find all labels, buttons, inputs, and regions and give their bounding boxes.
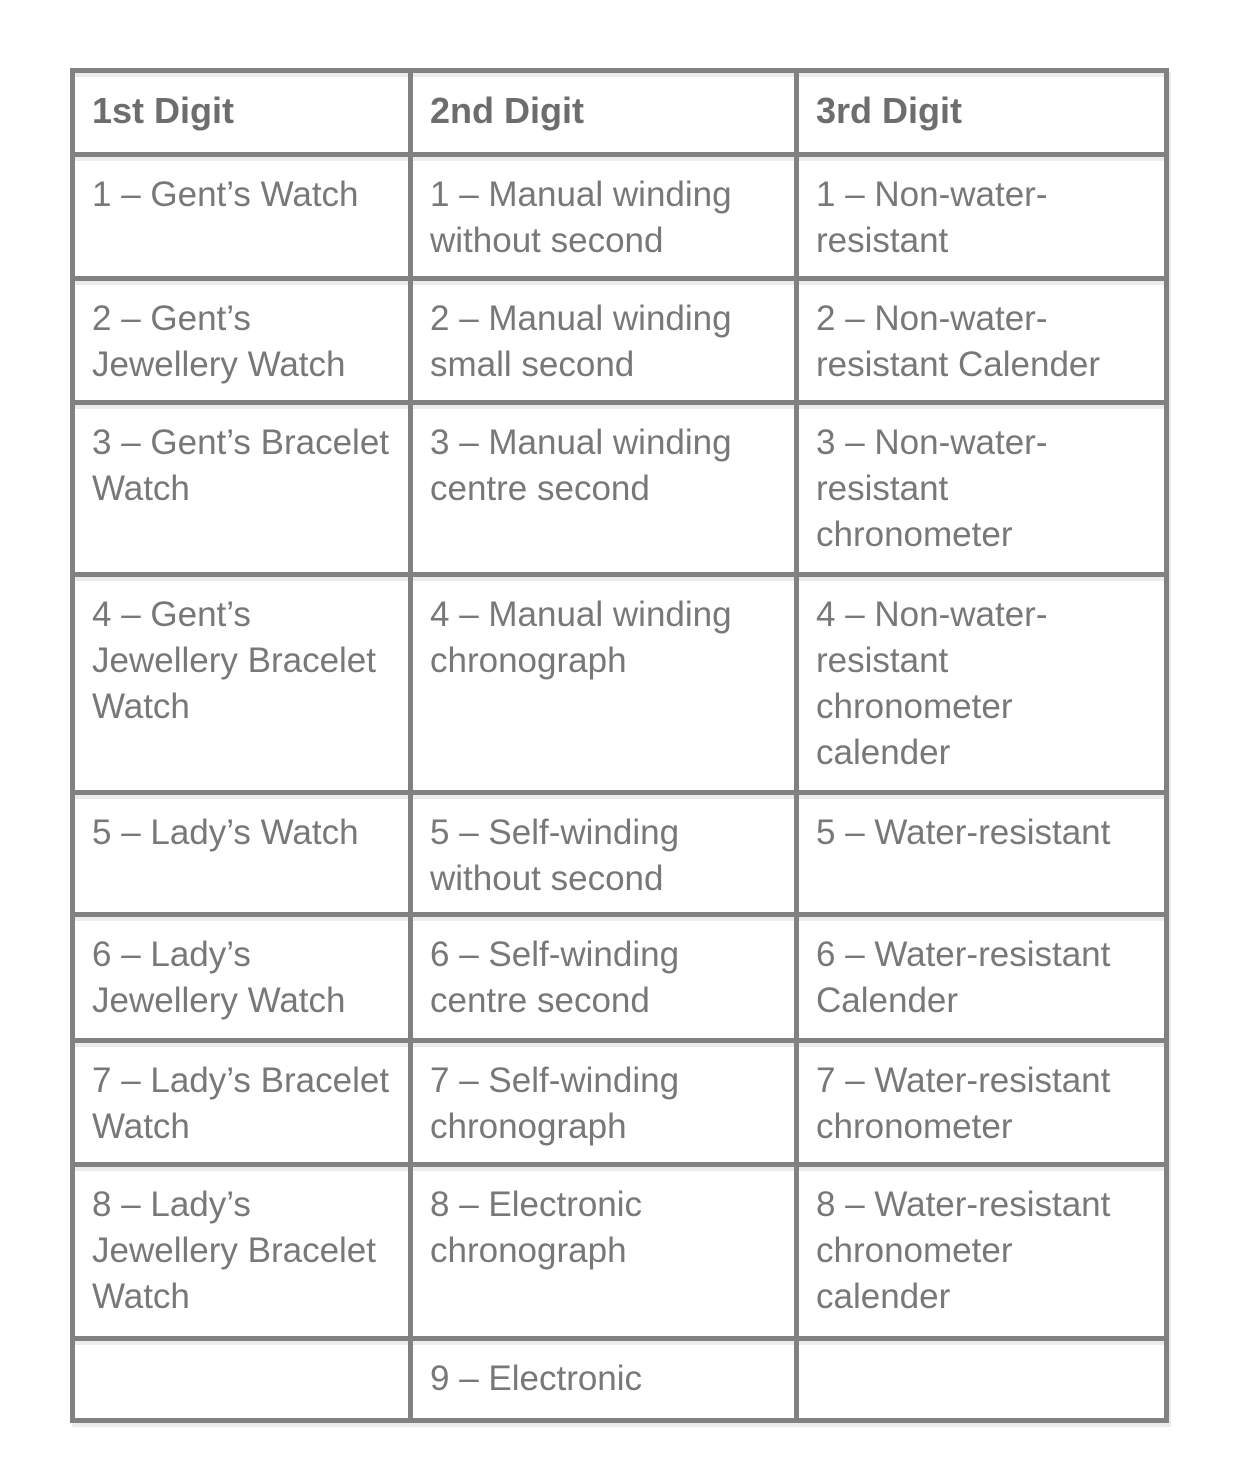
- table-cell: 4 – Non-water-resistant chronometer calender: [797, 575, 1167, 793]
- table-cell: 7 – Lady’s Bracelet Watch: [73, 1041, 411, 1165]
- table-cell: 7 – Water-resistant chronometer: [797, 1041, 1167, 1165]
- table-cell-empty: [73, 1339, 411, 1421]
- table-cell: 5 – Self-winding without second: [411, 793, 797, 915]
- table-cell: 6 – Water-resistant Calender: [797, 915, 1167, 1041]
- table-cell: 5 – Lady’s Watch: [73, 793, 411, 915]
- table-cell: 9 – Electronic: [411, 1339, 797, 1421]
- table-cell: 1 – Gent’s Watch: [73, 155, 411, 279]
- table-row: [73, 1041, 1167, 1165]
- table-row: [73, 915, 1167, 1041]
- table-cell: 8 – Lady’s Jewellery Bracelet Watch: [73, 1165, 411, 1339]
- table-row: [73, 575, 1167, 793]
- table-cell: 2 – Non-water-resistant Calender: [797, 279, 1167, 403]
- table-cell-empty: [797, 1339, 1167, 1421]
- table-cell: 3 – Non-water-resistant chronometer: [797, 403, 1167, 575]
- header-row: [73, 71, 1167, 155]
- table-cell: 6 – Lady’s Jewellery Watch: [73, 915, 411, 1041]
- table-cell: 3 – Manual winding centre second: [411, 403, 797, 575]
- table-row: [73, 1339, 1167, 1421]
- table-cell: 8 – Electronic chronograph: [411, 1165, 797, 1339]
- table-row: [73, 1165, 1167, 1339]
- table-cell: 8 – Water-resistant chronometer calender: [797, 1165, 1167, 1339]
- table-row: [73, 793, 1167, 915]
- table-cell: 6 – Self-winding centre second: [411, 915, 797, 1041]
- table-cell: 5 – Water-resistant: [797, 793, 1167, 915]
- watch-digit-code-table: [70, 68, 1169, 1423]
- table-cell: 2 – Manual winding small second: [411, 279, 797, 403]
- table-row: [73, 279, 1167, 403]
- table-cell: 1 – Non-water-resistant: [797, 155, 1167, 279]
- table-cell: 4 – Manual winding chronograph: [411, 575, 797, 793]
- table-cell: 7 – Self-winding chronograph: [411, 1041, 797, 1165]
- column-header-2nd-digit: 2nd Digit: [411, 71, 797, 155]
- table-row: [73, 155, 1167, 279]
- table-cell: 3 – Gent’s Bracelet Watch: [73, 403, 411, 575]
- column-header-1st-digit: 1st Digit: [73, 71, 411, 155]
- table-cell: 1 – Manual winding without second: [411, 155, 797, 279]
- column-header-3rd-digit: 3rd Digit: [797, 71, 1167, 155]
- table-row: [73, 403, 1167, 575]
- table-cell: 2 – Gent’s Jewellery Watch: [73, 279, 411, 403]
- table-cell: 4 – Gent’s Jewellery Bracelet Watch: [73, 575, 411, 793]
